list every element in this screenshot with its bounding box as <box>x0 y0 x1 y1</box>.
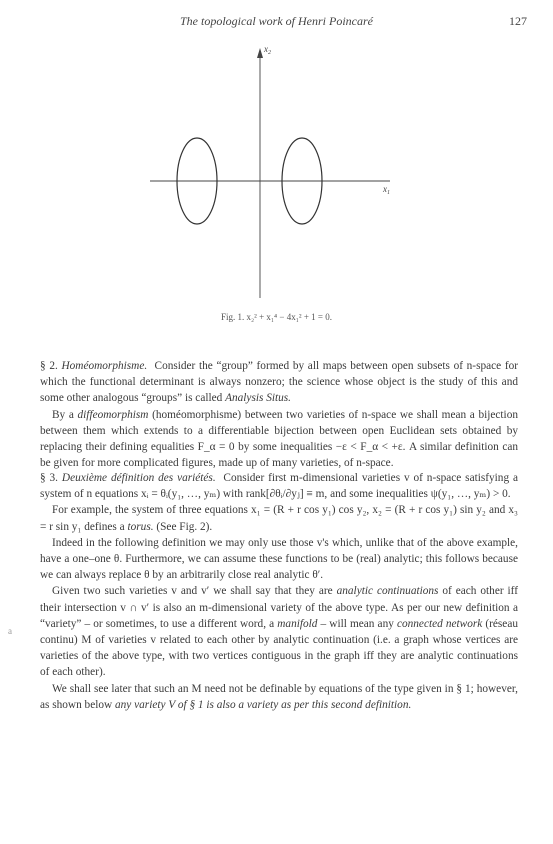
x1-axis-label: $x_1$ <box>383 184 390 196</box>
section-3-title: Deuxième définition des variétés. <box>61 472 216 484</box>
text-fragment: of each other iff their intersection v ∩ v′ is also an m-dimensional variety of the above type. As per our new definition a “variety” – or sometimes, to use a different word, a <box>40 585 518 630</box>
text-fragment: (homéomorphisme) between two varieties of n-space we shall mean a bijection between them which extends to a differentiable bijection between open Euclidean sets obtained by replacing their defining equalities F_α = 0 by some inequalities −ε < F_α < +ε. A similar definition can be given for more complicated figures, made up of many varieties, of n-space. <box>40 408 518 470</box>
section-2-number: § 2. <box>40 360 58 372</box>
emphasized-statement: any variety V of § 1 is also a variety as per this second definition. <box>115 698 412 711</box>
x2-axis-label: $x_2$ <box>264 44 271 56</box>
text-fragment: – will mean any <box>317 617 397 630</box>
section-3-paragraph-3: Indeed in the following definition we may only use those v's which, unlike that of the above example, have a one–one θ. Furthermore, we can assume these functions to be (real) analytic; this follows because we can always replace θ by an arbitrarily close real analytic θ′. <box>40 536 518 582</box>
text-fragment: For example, the system of three equations x₁ = (R + r cos y₁) cos y₂, x₂ = (R + r cos y₁) sin y₂ and x₃ = r sin y₁ defines a <box>40 504 518 533</box>
page-number: 127 <box>509 14 527 28</box>
section-2-title: Homéomorphisme. <box>61 360 148 372</box>
section-3-paragraph-5 <box>40 681 518 713</box>
text-fragment: By a <box>52 408 78 421</box>
section-2 <box>40 358 518 471</box>
manifold-term: manifold <box>277 617 318 630</box>
analytic-continuations-term: analytic continuations <box>336 585 439 598</box>
connected-network-term: connected network <box>396 617 483 630</box>
section-3-number: § 3. <box>40 472 59 484</box>
torus-term: torus. <box>127 520 154 533</box>
diffeomorphism-term: diffeomorphism <box>77 408 149 421</box>
text-fragment: We shall see later that such an M need not be definable by equations of the type given in § 1; however, as shown below <box>40 682 518 711</box>
running-title: The topological work of Henri Poincaré <box>180 14 373 28</box>
section-3-paragraph-2 <box>40 502 518 534</box>
section-3-paragraph-1 <box>40 470 518 502</box>
margin-mark: a <box>8 626 12 636</box>
figure-caption: Fig. 1. x₂² + x₁⁴ − 4x₁² + 1 = 0. <box>220 312 332 322</box>
analysis-situs-term: Analysis Situs. <box>225 392 291 405</box>
figure-1 <box>0 40 553 310</box>
text-fragment: Consider first m-dimensional varieties v of n-space satisfying a system of n equations xᵢ = θᵢ(y₁, …, yₘ) with rank[∂θᵢ/∂yⱼ] ≡ m, and some inequalities ψ(y₁, …, yₘ) > 0. <box>40 472 518 501</box>
section-2-paragraph-2 <box>40 407 518 472</box>
x2-axis-arrow <box>257 48 263 58</box>
text-fragment: (réseau continu) M of varieties v related to each other by analytic continuation (i.e. a graph whose vertices are varieties of the above type, with two vertices contiguous in the graph iff they are analytic continuations of each other). <box>40 617 518 679</box>
section-2-paragraph-1 <box>40 358 518 407</box>
text-fragment: (See Fig. 2). <box>153 520 213 533</box>
section-3 <box>40 470 518 713</box>
section-2-text: Consider the “group” formed by all maps between open subsets of n-space for which the functional determinant is always nonzero; the science whose object is the study of this and some other analogous “groups” is called <box>40 360 518 405</box>
text-fragment: Given two such varieties v and v′ we shall say that they are <box>52 585 337 598</box>
section-3-paragraph-4 <box>40 583 518 680</box>
